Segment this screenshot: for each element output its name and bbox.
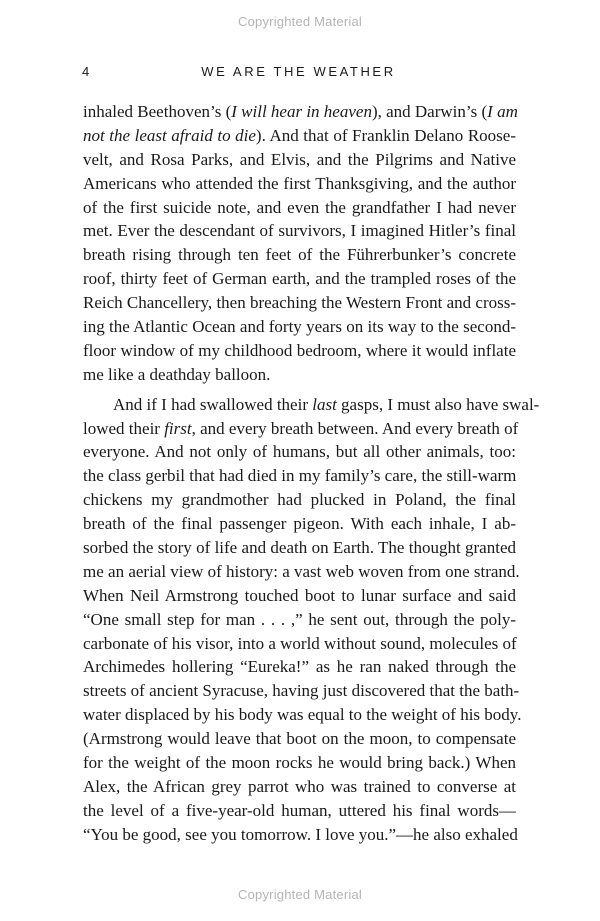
copyright-watermark-top: Copyrighted Material — [238, 14, 362, 29]
text-line: Americans who attended the first Thanksgiving, and the author — [83, 173, 516, 193]
text-line: me like a deathday balloon. — [83, 364, 271, 384]
paragraph-2 — [83, 393, 540, 847]
text-line: breath of the final passenger pigeon. With each inhale, I ab- — [83, 514, 516, 534]
text-line: Archimedes hollering “Eureka!” as he ran naked through the — [83, 657, 516, 677]
text-line: sorbed the story of life and death on Earth. The thought granted — [83, 538, 516, 558]
page-number: 4 — [82, 64, 92, 79]
text-line: breath rising through ten feet of the Führerbunker’s concrete — [83, 245, 516, 265]
paragraph-1 — [83, 100, 516, 387]
text-line: water displaced by his body was equal to the weight of his body. — [83, 705, 522, 725]
text-line: Reich Chancellery, then breaching the Western Front and cross- — [83, 293, 516, 313]
text-line: of the first suicide note, and even the grandfather I had never — [83, 197, 516, 217]
text-line: chickens my grandmother had plucked in Poland, the final — [83, 490, 516, 510]
text-line: lowed their first, and every breath between. And every breath of — [83, 418, 519, 438]
text-line: everyone. And not only of humans, but all other animals, too: — [83, 442, 516, 462]
text-line: the level of a five-year-old human, uttered his final words— — [83, 800, 516, 820]
text-line: carbonate of his visor, into a world without sound, molecules of — [83, 633, 517, 653]
text-line: And if I had swallowed their last gasps, I must also have swal- — [113, 394, 540, 414]
text-line: velt, and Rosa Parks, and Elvis, and the Pilgrims and Native — [83, 149, 516, 169]
text-line: roof, thirty feet of German earth, and the trampled roses of the — [83, 269, 516, 289]
text-line: for the weight of the moon rocks he would bring back.) When — [83, 753, 516, 773]
body-text — [83, 100, 540, 847]
text-line: (Armstrong would leave that boot on the moon, to compensate — [83, 729, 516, 749]
text-line: ing the Atlantic Ocean and forty years on its way to the second- — [83, 317, 516, 337]
text-line: When Neil Armstrong touched boot to lunar surface and said — [83, 585, 516, 605]
text-line: the class gerbil that had died in my family’s care, the still-warm — [83, 466, 517, 486]
text-line: me an aerial view of history: a vast web woven from one strand. — [83, 561, 520, 581]
running-head — [82, 64, 515, 84]
text-line: “You be good, see you tomorrow. I love you.”—he also exhaled — [83, 824, 518, 844]
text-line: Alex, the African grey parrot who was trained to converse at — [83, 776, 516, 796]
text-line: not the least afraid to die). And that of Franklin Delano Roose- — [83, 125, 516, 145]
text-line: met. Ever the descendant of survivors, I imagined Hitler’s final — [83, 221, 516, 241]
text-line: streets of ancient Syracuse, having just discovered that the bath- — [83, 681, 520, 701]
text-line: floor window of my childhood bedroom, where it would inflate — [83, 340, 516, 360]
copyright-watermark-bottom: Copyrighted Material — [238, 887, 362, 902]
text-line: “One small step for man . . . ,” he sent out, through the poly- — [83, 609, 516, 629]
text-line: inhaled Beethoven’s (I will hear in heaven), and Darwin’s (I am — [83, 102, 518, 121]
running-title: WE ARE THE WEATHER — [201, 64, 396, 79]
